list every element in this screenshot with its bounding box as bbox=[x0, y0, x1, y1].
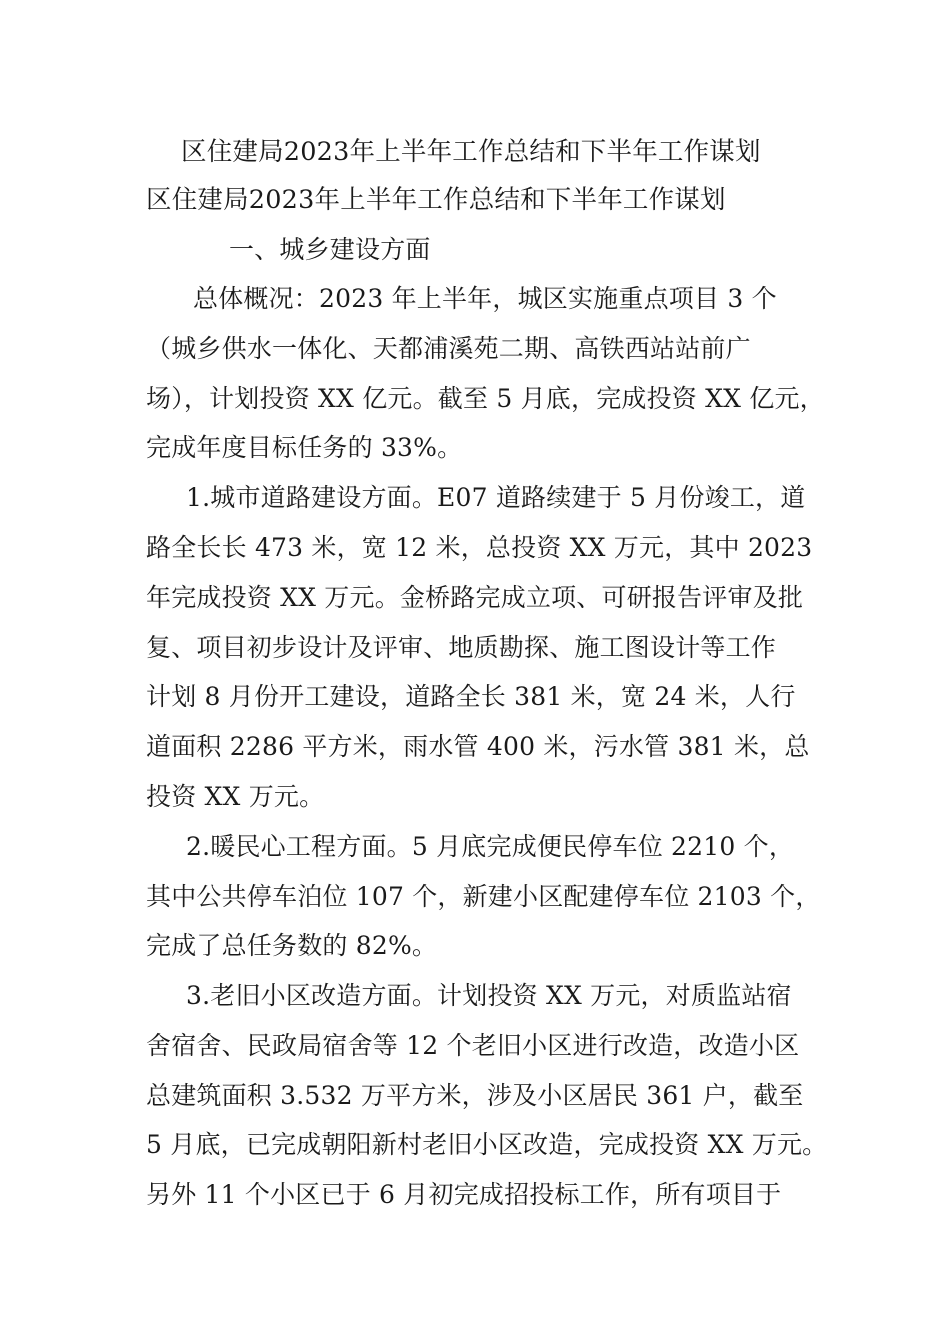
roads-paragraph-line: 计划 8 月份开工建设，道路全长 381 米，宽 24 米，人行 bbox=[146, 682, 796, 711]
overview-line: 总体概况：2023 年上半年，城区实施重点项目 3 个 bbox=[193, 284, 777, 313]
parking-paragraph-line: 2.暖民心工程方面。5 月底完成便民停车位 2210 个， bbox=[186, 832, 795, 861]
parking-paragraph-line: 其中公共停车泊位 107 个，新建小区配建停车位 2103 个， bbox=[146, 882, 821, 911]
section-heading: 一、城乡建设方面 bbox=[229, 235, 431, 264]
roads-paragraph-line: 路全长长 473 米，宽 12 米，总投资 XX 万元，其中 2023 bbox=[146, 533, 813, 562]
roads-paragraph-line: 道面积 2286 平方米，雨水管 400 米，污水管 381 米，总 bbox=[146, 732, 810, 761]
overview-line: 完成年度目标任务的 33%。 bbox=[146, 433, 463, 462]
old-communities-paragraph-line: 总建筑面积 3.532 万平方米，涉及小区居民 361 户，截至 bbox=[146, 1081, 804, 1110]
parking-paragraph-line: 完成了总任务数的 82%。 bbox=[146, 931, 438, 960]
roads-paragraph-line: 1.城市道路建设方面。E07 道路续建于 5 月份竣工，道 bbox=[186, 483, 806, 512]
document-title: 区住建局2023年上半年工作总结和下半年工作谋划 bbox=[181, 137, 761, 167]
document-title-repeat: 区住建局2023年上半年工作总结和下半年工作谋划 bbox=[146, 185, 726, 215]
old-communities-paragraph-line: 舍宿舍、民政局宿舍等 12 个老旧小区进行改造，改造小区 bbox=[146, 1031, 800, 1060]
old-communities-paragraph-line: 5 月底，已完成朝阳新村老旧小区改造，完成投资 XX 万元。 bbox=[146, 1130, 828, 1159]
roads-paragraph-line: 复、项目初步设计及评审、地质勘探、施工图设计等工作 bbox=[146, 633, 777, 662]
old-communities-paragraph-line: 另外 11 个小区已于 6 月初完成招投标工作，所有项目于 bbox=[146, 1180, 782, 1209]
roads-paragraph-line: 投资 XX 万元。 bbox=[146, 782, 325, 811]
roads-paragraph-line: 年完成投资 XX 万元。金桥路完成立项、可研报告评审及批 bbox=[146, 583, 804, 612]
old-communities-paragraph-line: 3.老旧小区改造方面。计划投资 XX 万元，对质监站宿 bbox=[186, 981, 792, 1010]
overview-line: （城乡供水一体化、天都浦溪苑二期、高铁西站站前广 bbox=[146, 334, 751, 363]
overview-line: 场），计划投资 XX 亿元。截至 5 月底，完成投资 XX 亿元， bbox=[146, 384, 825, 413]
